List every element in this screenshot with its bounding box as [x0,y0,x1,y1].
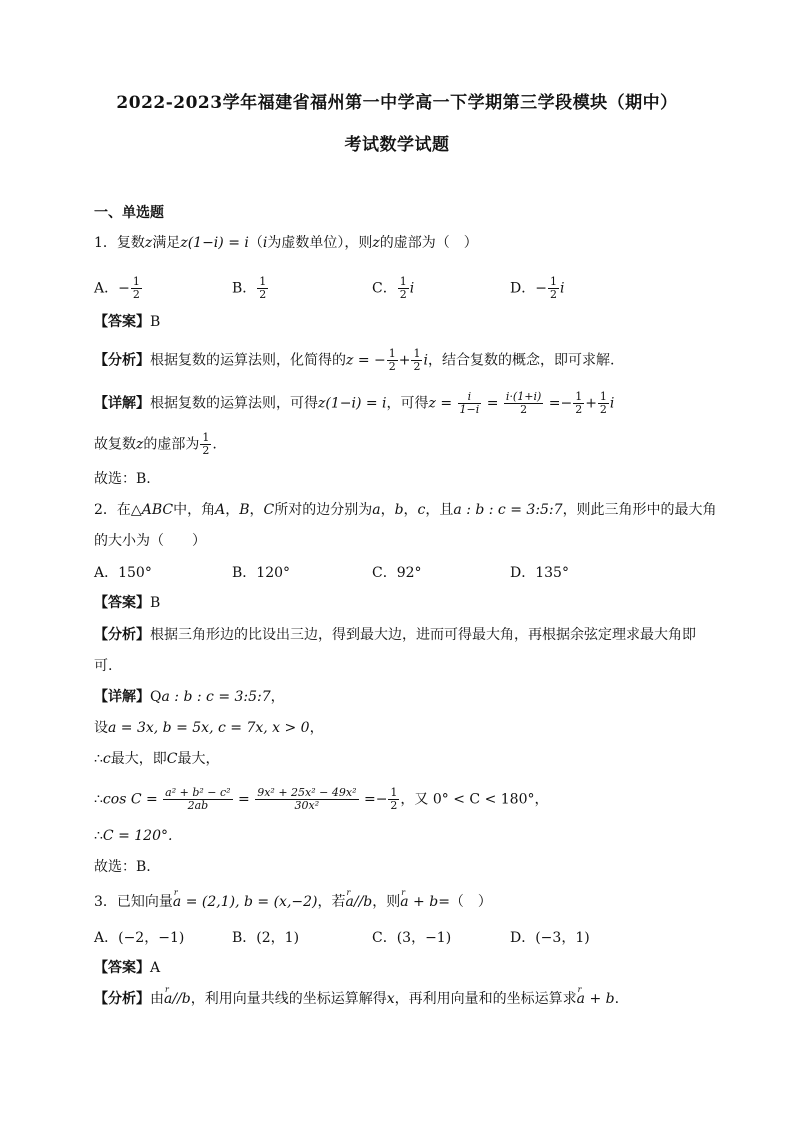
q1-option-a: A．− $\frac{1}{2}$ [94,275,140,301]
section-heading: 一、单选题 [94,205,164,221]
q1-option-b: B． $\frac{1}{2}$ [232,275,267,301]
question-2-stem-line2: 的大小为（ ） [94,533,206,549]
q2-analysis-line2: 可. [94,658,113,674]
q1-option-d: D．− $\frac{1}{2}$ i [510,275,565,301]
q3-option-b: B．(2，1) [232,930,300,946]
q2-option-c: C．92° [372,565,422,581]
doc-title-line1: 2022-2023学年福建省福州第一中学高一下学期第三学段模块（期中） [116,93,678,113]
q3-analysis: 【分析】由r a//b，利用向量共线的坐标运算解得x，再利用向量和的坐标运算求r a + b. [94,989,619,1009]
q2-option-b: B．120° [232,565,291,581]
q1-detail: 【详解】根据复数的运算法则，可得z(1−i) = i，可得z = $\frac{i}{1-i}$ = $\frac{i\cdot(1+i)}{2}$ =− $\frac{1}{2}$ + $\frac{1}{2}$ i [94,390,615,416]
q3-answer: 【答案】A [94,960,161,976]
q3-option-a: A．(−2，−1) [94,930,185,946]
q2-max: ∴c最大，即C最大， [94,751,220,767]
q3-option-c: C．(3，−1) [372,930,452,946]
q2-final: 故选：B. [94,859,151,875]
q1-analysis: 【分析】根据复数的运算法则，化简得的z = − $\frac{1}{2}$ + $\frac{1}{2}$ i，结合复数的概念，即可求解. [94,347,615,373]
q1-option-c: C． $\frac{1}{2}$ i [372,275,415,301]
q3-option-d: D．(−3，1) [510,930,590,946]
q2-set: 设a = 3x, b = 5x, c = 7x, x > 0， [94,720,324,736]
question-1-stem: 1．复数z满足z(1−i) = i（i为虚数单位），则z的虚部为（ ） [94,235,478,251]
q2-result: ∴C = 120°. [94,828,173,844]
question-2-stem-line1: 2．在△ABC中，角A，B，C所对的边分别为a，b，c，且a : b : c = 3:5:7，则此三角形中的最大角 [94,502,717,518]
doc-title-line2: 考试数学试题 [344,135,450,155]
q2-analysis-line1: 【分析】根据三角形边的比设出三边，得到最大边，进而可得最大角，再根据余弦定理求最大角即 [94,627,696,643]
q1-answer: 【答案】B [94,314,161,330]
q2-detail: 【详解】Qa : b : c = 3:5:7， [94,689,285,705]
q2-answer: 【答案】B [94,595,161,611]
q1-conclusion: 故复数z的虚部为 $\frac{1}{2}$ . [94,431,217,457]
question-3-stem: 3．已知向量r a = (2,1), b = (x,−2)，若r a//b，则r a + b=（ ） [94,892,492,912]
q2-cos-formula: ∴cos C = $\frac{\text{a² + b² − c²}}{2ab}$ = $\frac{\text{9x² + 25x² − 49x²}}{\text{30x²}}$ =− $\frac{1}{2}$ ，又 0° < C < 180°， [94,786,549,812]
q2-option-d: D．135° [510,565,569,581]
q2-option-a: A．150° [94,565,152,581]
q1-final: 故选：B. [94,471,151,487]
